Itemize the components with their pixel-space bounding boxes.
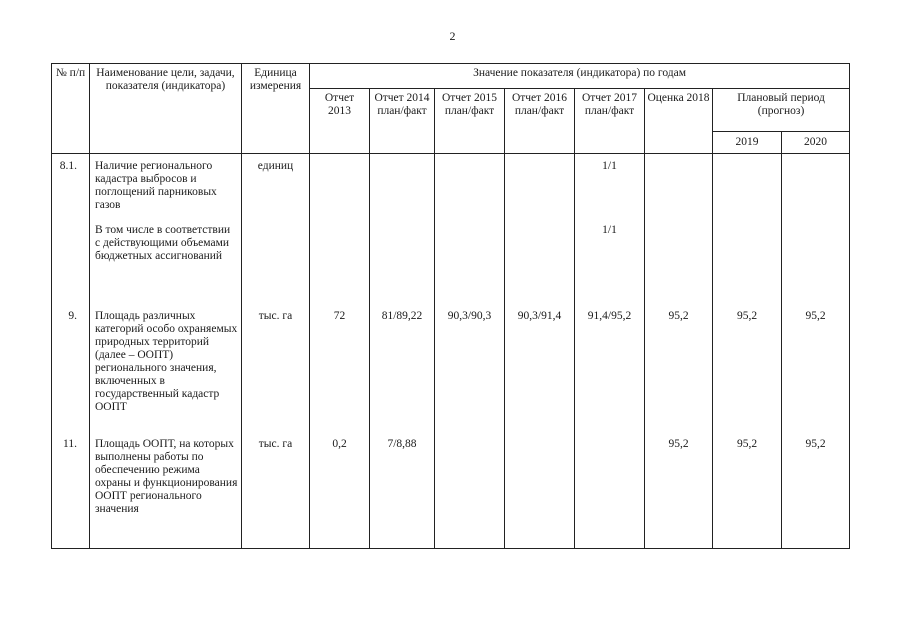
row-value-2016 [505, 428, 575, 549]
header-year-2017: Отчет 2017 план/факт [575, 89, 645, 154]
row-value-2019 [713, 216, 782, 300]
row-name: Наличие регионального кадастра выбросов и поглощений парниковых газов [90, 154, 242, 217]
row-num: 9. [52, 300, 90, 428]
row-unit: единиц [242, 154, 310, 217]
row-value-2018: 95,2 [645, 428, 713, 549]
row-value-2018: 95,2 [645, 300, 713, 428]
row-num: 8.1. [52, 154, 90, 217]
header-year-2018: Оценка 2018 [645, 89, 713, 154]
row-name: Площадь различных категорий особо охраняемых природных территорий (далее – ООПТ) регионального значения, включенных в государственный кадастр ООПТ [90, 300, 242, 428]
row-value-2017: 91,4/95,2 [575, 300, 645, 428]
header-year-2015: Отчет 2015 план/факт [435, 89, 505, 154]
row-value-2014 [370, 216, 435, 300]
row-value-2016 [505, 154, 575, 217]
row-value-2015: 90,3/90,3 [435, 300, 505, 428]
header-unit: Единица измерения [242, 64, 310, 154]
header-year-2019: 2019 [713, 132, 782, 154]
table-row [52, 300, 850, 428]
row-value-2019 [713, 154, 782, 217]
row-name: Площадь ООПТ, на которых выполнены работы по обеспечению режима охраны и функционирования ООПТ регионального значения [90, 428, 242, 549]
row-value-2019: 95,2 [713, 300, 782, 428]
indicator-table [51, 63, 850, 549]
row-value-2017: 1/1 [575, 154, 645, 217]
page-number: 2 [449, 29, 456, 43]
table-row [52, 154, 850, 217]
header-num: № п/п [52, 64, 90, 154]
header-year-2020: 2020 [782, 132, 850, 154]
row-value-2020 [782, 154, 850, 217]
row-value-2020: 95,2 [782, 428, 850, 549]
row-value-2013 [310, 154, 370, 217]
row-value-2015 [435, 428, 505, 549]
row-value-2017: 1/1 [575, 216, 645, 300]
row-value-2013 [310, 216, 370, 300]
row-unit [242, 216, 310, 300]
row-value-2020 [782, 216, 850, 300]
header-year-2013: Отчет 2013 [310, 89, 370, 154]
header-name: Наименование цели, задачи, показателя (индикатора) [90, 64, 242, 154]
row-value-2017 [575, 428, 645, 549]
row-value-2014: 7/8,88 [370, 428, 435, 549]
row-value-2014: 81/89,22 [370, 300, 435, 428]
row-value-2020: 95,2 [782, 300, 850, 428]
row-name: В том числе в соответствии с действующими объемами бюджетных ассигнований [90, 216, 242, 300]
header-plan-group: Плановый период (прогноз) [713, 89, 850, 132]
row-num: 11. [52, 428, 90, 549]
header-values-group: Значение показателя (индикатора) по годам [310, 64, 850, 89]
row-value-2019: 95,2 [713, 428, 782, 549]
row-value-2014 [370, 154, 435, 217]
row-value-2016 [505, 216, 575, 300]
row-value-2016: 90,3/91,4 [505, 300, 575, 428]
row-value-2018 [645, 154, 713, 217]
row-value-2015 [435, 216, 505, 300]
row-value-2018 [645, 216, 713, 300]
row-value-2015 [435, 154, 505, 217]
header-year-2014: Отчет 2014 план/факт [370, 89, 435, 154]
row-num [52, 216, 90, 300]
header-year-2016: Отчет 2016 план/факт [505, 89, 575, 154]
row-value-2013: 72 [310, 300, 370, 428]
table-row [52, 428, 850, 549]
row-value-2013: 0,2 [310, 428, 370, 549]
row-unit: тыс. га [242, 428, 310, 549]
table-row [52, 216, 850, 300]
row-unit: тыс. га [242, 300, 310, 428]
